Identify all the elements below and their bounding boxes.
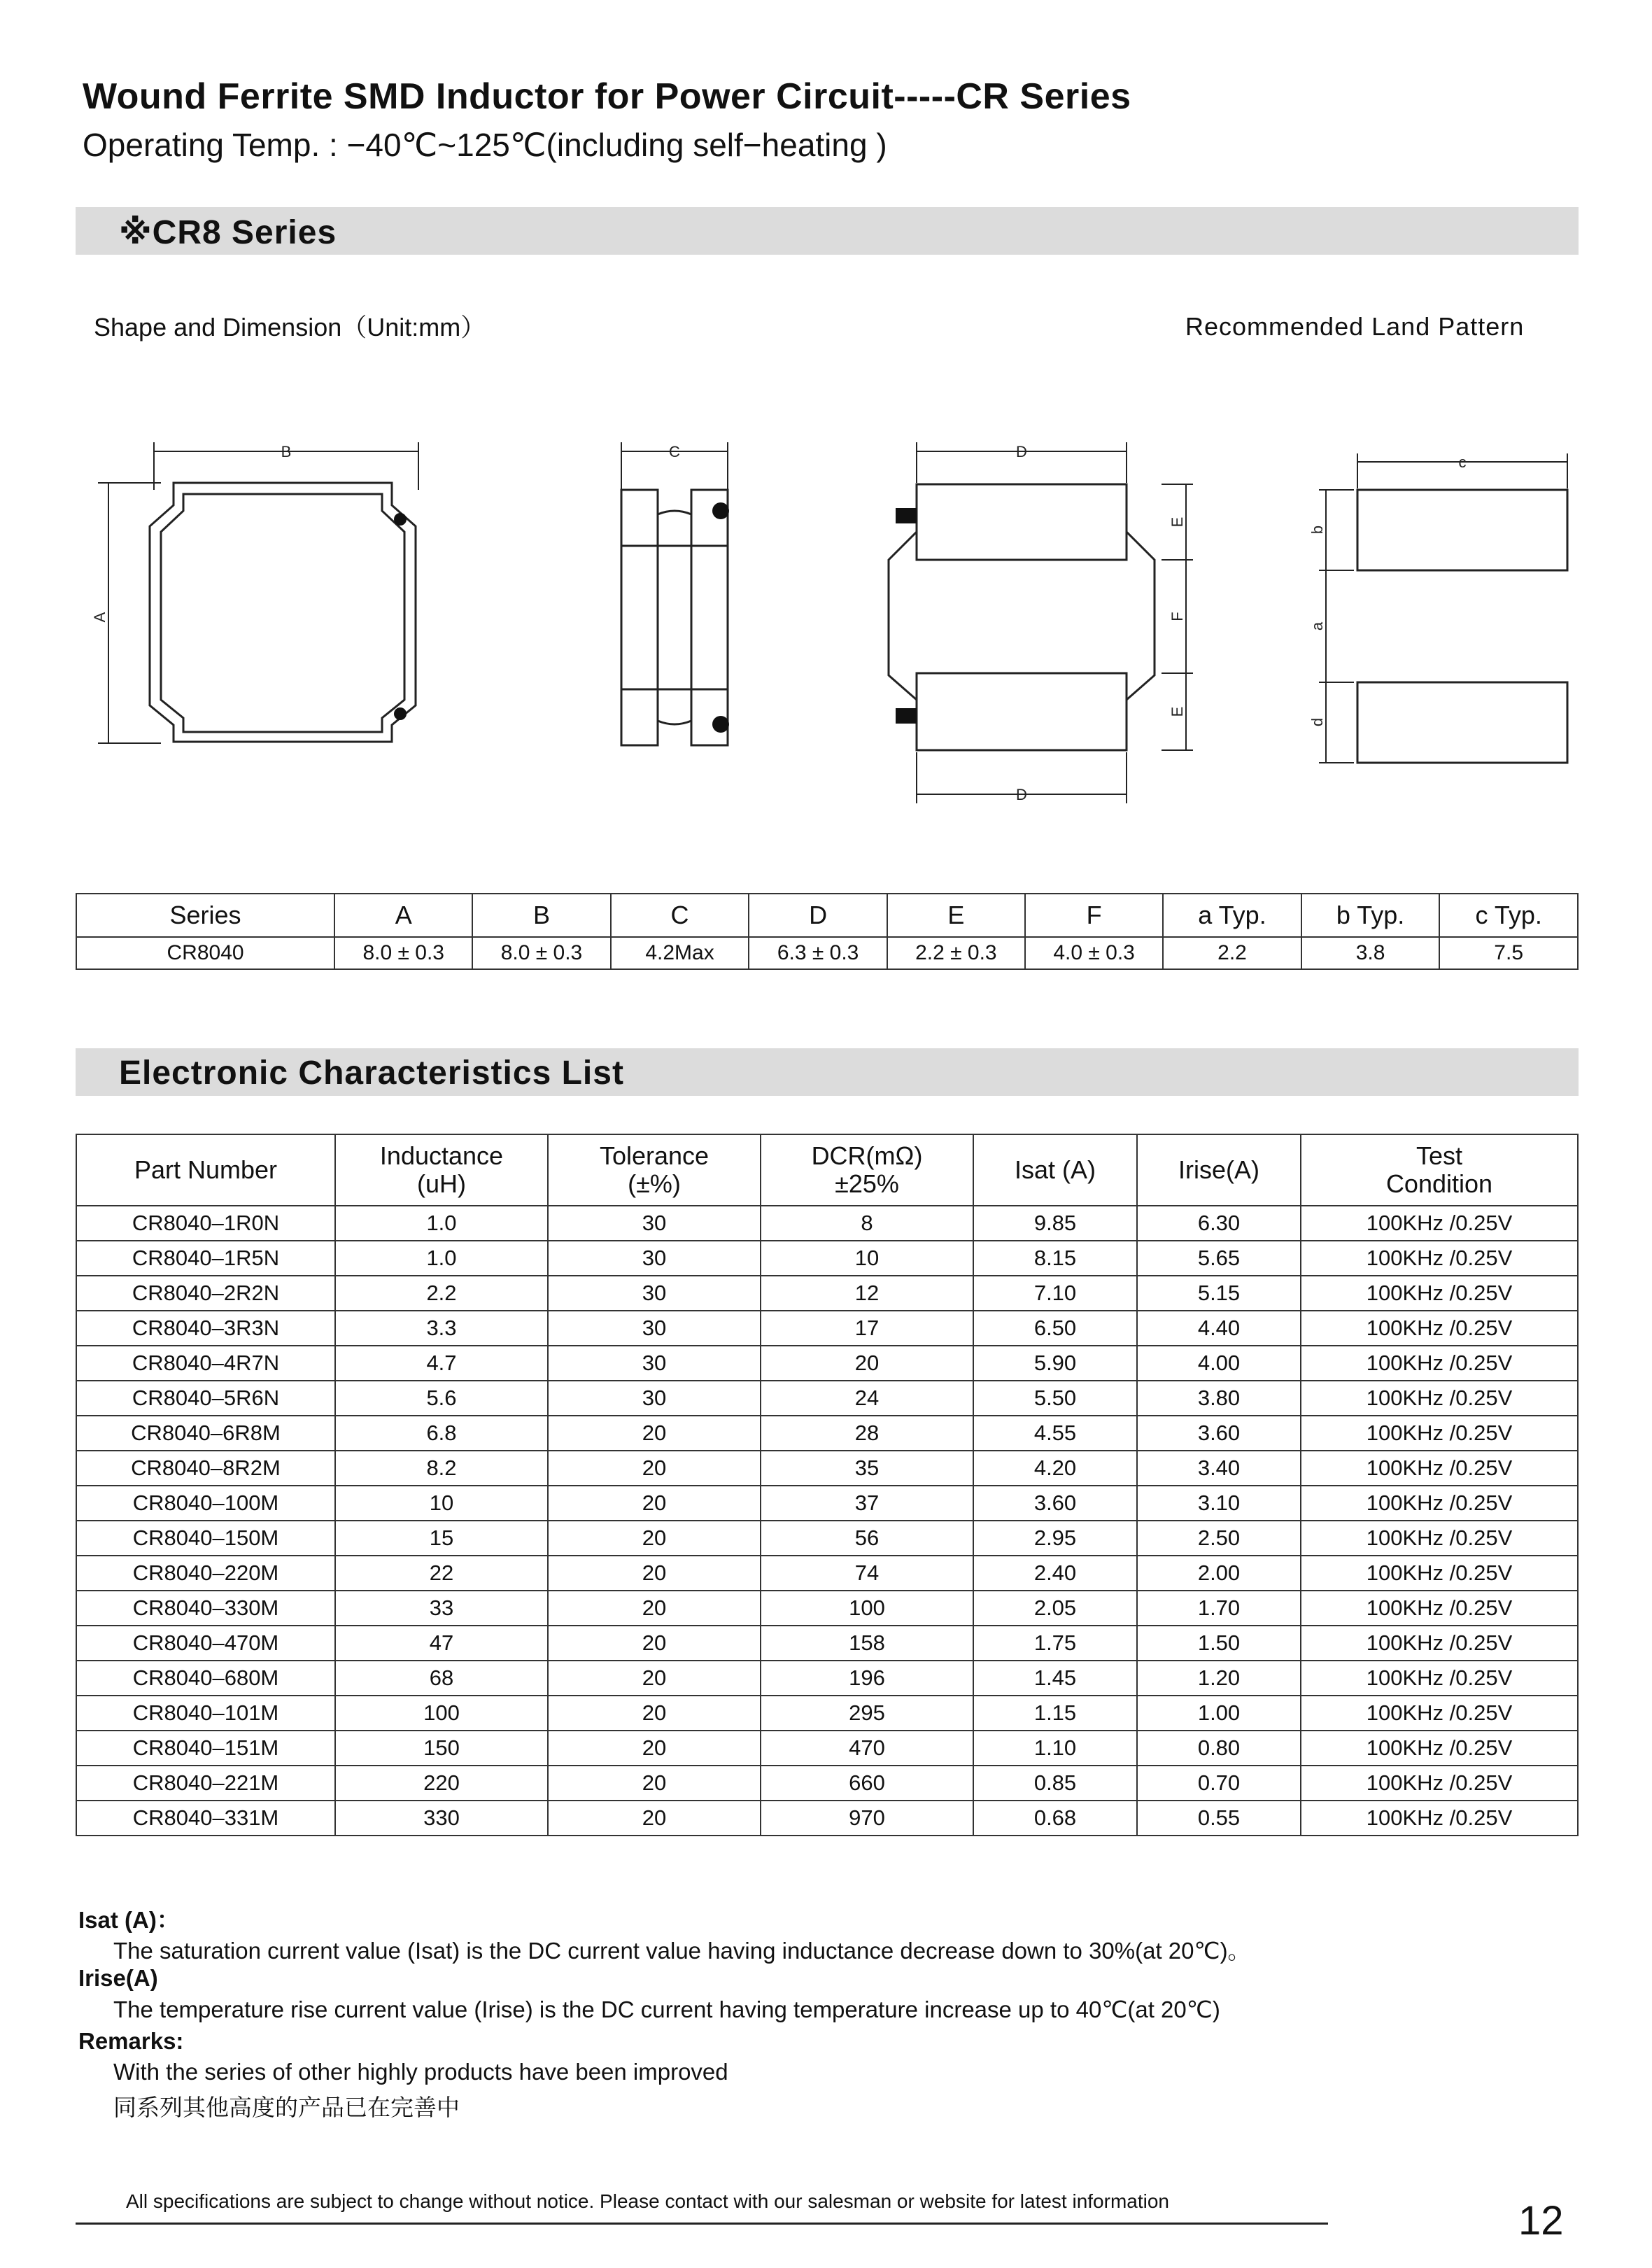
- dim-letter-e-top: E: [1169, 516, 1186, 528]
- table-cell: 100KHz /0.25V: [1301, 1661, 1578, 1696]
- table-cell: 1.75: [973, 1626, 1137, 1661]
- table-cell: 1.45: [973, 1661, 1137, 1696]
- table-cell: 1.15: [973, 1696, 1137, 1731]
- header-text: Inductance: [379, 1141, 504, 1170]
- dim-cell: 2.2: [1163, 937, 1301, 969]
- table-cell: 100KHz /0.25V: [1301, 1416, 1578, 1451]
- table-cell: 9.85: [973, 1206, 1137, 1241]
- header-text: (uH): [417, 1169, 466, 1198]
- table-cell: CR8040–6R8M: [76, 1416, 335, 1451]
- shape-dimension-label: Shape and Dimension（Unit:mm）: [94, 313, 486, 341]
- ec-table-body: [76, 1206, 1578, 1836]
- table-cell: 5.15: [1137, 1276, 1301, 1311]
- header-text: Isat (A): [1014, 1155, 1096, 1184]
- table-cell: 4.7: [335, 1346, 548, 1381]
- dim-letter-land-d: d: [1308, 717, 1326, 727]
- table-cell: 6.30: [1137, 1206, 1301, 1241]
- table-cell: 100KHz /0.25V: [1301, 1591, 1578, 1626]
- table-cell: 56: [761, 1521, 973, 1556]
- table-cell: 20: [548, 1556, 761, 1591]
- table-cell: 2.2: [335, 1276, 548, 1311]
- ec-header-inductance: [335, 1134, 548, 1206]
- table-cell: 2.40: [973, 1556, 1137, 1591]
- table-cell: 100KHz /0.25V: [1301, 1381, 1578, 1416]
- table-cell: 20: [548, 1486, 761, 1521]
- table-cell: CR8040–470M: [76, 1626, 335, 1661]
- table-cell: 22: [335, 1556, 548, 1591]
- table-cell: 2.95: [973, 1521, 1137, 1556]
- table-cell: 100KHz /0.25V: [1301, 1451, 1578, 1486]
- table-cell: CR8040–151M: [76, 1731, 335, 1766]
- table-row: [76, 1696, 1578, 1731]
- table-cell: 1.0: [335, 1241, 548, 1276]
- table-cell: 0.85: [973, 1766, 1137, 1801]
- land-pattern-label: Recommended Land Pattern: [1185, 312, 1525, 341]
- table-cell: 30: [548, 1381, 761, 1416]
- table-row: [76, 1556, 1578, 1591]
- table-cell: 4.55: [973, 1416, 1137, 1451]
- table-cell: 4.00: [1137, 1346, 1301, 1381]
- table-cell: 100KHz /0.25V: [1301, 1346, 1578, 1381]
- dim-cell: 8.0 ± 0.3: [334, 937, 472, 969]
- electronic-characteristics-table: [76, 1134, 1579, 1836]
- table-cell: 20: [548, 1416, 761, 1451]
- dim-cell: 8.0 ± 0.3: [472, 937, 610, 969]
- table-cell: CR8040–100M: [76, 1486, 335, 1521]
- table-cell: 30: [548, 1276, 761, 1311]
- table-cell: 12: [761, 1276, 973, 1311]
- dim-letter-b: B: [281, 443, 292, 460]
- table-row: [76, 1346, 1578, 1381]
- remarks-label-wrap: [78, 2028, 183, 2055]
- ec-header-dcr: [761, 1134, 973, 1206]
- dim-header: B: [472, 894, 610, 937]
- isat-note-text: The saturation current value (Isat) is the DC current value having inductance decrease down to 30%(at 20℃)。: [113, 1938, 1251, 1964]
- table-cell: CR8040–221M: [76, 1766, 335, 1801]
- table-cell: 970: [761, 1801, 973, 1836]
- footer-disclaimer: All specifications are subject to change without notice. Please contact with our salesman or website for latest information: [126, 2190, 1169, 2212]
- table-cell: CR8040–8R2M: [76, 1451, 335, 1486]
- irise-note-text: The temperature rise current value (Irise) is the DC current having temperature increase up to 40℃(at 20℃): [113, 1996, 1220, 2022]
- dim-header: F: [1025, 894, 1163, 937]
- ec-section-title: Electronic Characteristics List: [119, 1055, 624, 1092]
- remarks-label: Remarks:: [78, 2028, 184, 2054]
- table-cell: 100: [761, 1591, 973, 1626]
- table-cell: 158: [761, 1626, 973, 1661]
- table-cell: 1.50: [1137, 1626, 1301, 1661]
- table-cell: 0.80: [1137, 1731, 1301, 1766]
- table-row: [76, 1766, 1578, 1801]
- dim-letter-c: C: [669, 443, 680, 460]
- table-cell: 20: [761, 1346, 973, 1381]
- table-cell: 0.55: [1137, 1801, 1301, 1836]
- dim-cell: 3.8: [1301, 937, 1440, 969]
- table-cell: 100KHz /0.25V: [1301, 1241, 1578, 1276]
- isat-note-label: [78, 1902, 180, 1935]
- table-cell: 15: [335, 1521, 548, 1556]
- remarks-text: With the series of other highly products have been improved: [113, 2059, 728, 2085]
- table-cell: 30: [548, 1206, 761, 1241]
- table-cell: 660: [761, 1766, 973, 1801]
- header-text: (±%): [628, 1169, 681, 1198]
- dim-header: c Typ.: [1439, 894, 1578, 937]
- table-cell: 1.20: [1137, 1661, 1301, 1696]
- table-cell: 1.10: [973, 1731, 1137, 1766]
- table-cell: 30: [548, 1311, 761, 1346]
- table-row: [76, 1206, 1578, 1241]
- side-view-outline: [621, 490, 728, 745]
- dim-letter-d-bottom: D: [1016, 786, 1027, 803]
- table-row: [76, 1276, 1578, 1311]
- dim-letter-f: F: [1169, 612, 1186, 621]
- table-cell: CR8040–4R7N: [76, 1346, 335, 1381]
- table-cell: CR8040–1R5N: [76, 1241, 335, 1276]
- table-row: [76, 1731, 1578, 1766]
- table-cell: 5.6: [335, 1381, 548, 1416]
- table-cell: 20: [548, 1521, 761, 1556]
- table-cell: 8.15: [973, 1241, 1137, 1276]
- land-pattern-outline: [1357, 490, 1567, 763]
- header-text: Part Number: [134, 1155, 278, 1184]
- table-cell: 30: [548, 1346, 761, 1381]
- table-cell: 33: [335, 1591, 548, 1626]
- table-cell: 3.10: [1137, 1486, 1301, 1521]
- ec-header-irise: [1137, 1134, 1301, 1206]
- ec-header-test-condition: [1301, 1134, 1578, 1206]
- table-cell: 100KHz /0.25V: [1301, 1556, 1578, 1591]
- table-cell: 28: [761, 1416, 973, 1451]
- table-cell: 20: [548, 1766, 761, 1801]
- table-cell: 470: [761, 1731, 973, 1766]
- table-cell: 1.0: [335, 1206, 548, 1241]
- header-text: Condition: [1385, 1169, 1493, 1198]
- table-cell: 1.70: [1137, 1591, 1301, 1626]
- table-cell: 7.10: [973, 1276, 1137, 1311]
- table-cell: 6.50: [973, 1311, 1137, 1346]
- table-cell: 100KHz /0.25V: [1301, 1206, 1578, 1241]
- dimension-table-header: [76, 894, 1578, 937]
- table-cell: 68: [335, 1661, 548, 1696]
- table-cell: 220: [335, 1766, 548, 1801]
- series-title: ※CR8 Series: [119, 214, 337, 251]
- dim-cell: 2.2 ± 0.3: [887, 937, 1025, 969]
- dim-letter-land-a: a: [1308, 621, 1326, 631]
- table-cell: 100KHz /0.25V: [1301, 1801, 1578, 1836]
- dim-header: Series: [76, 894, 334, 937]
- header-text: Test: [1416, 1141, 1463, 1170]
- table-cell: 20: [548, 1626, 761, 1661]
- table-cell: 20: [548, 1661, 761, 1696]
- table-cell: 6.8: [335, 1416, 548, 1451]
- table-cell: 2.50: [1137, 1521, 1301, 1556]
- table-cell: 100KHz /0.25V: [1301, 1486, 1578, 1521]
- table-cell: 2.05: [973, 1591, 1137, 1626]
- table-cell: 35: [761, 1451, 973, 1486]
- table-cell: 30: [548, 1241, 761, 1276]
- dimension-drawing: [0, 420, 1652, 812]
- table-cell: 20: [548, 1451, 761, 1486]
- table-cell: 3.60: [1137, 1416, 1301, 1451]
- dim-header: D: [749, 894, 887, 937]
- table-cell: 0.70: [1137, 1766, 1301, 1801]
- dim-header: a Typ.: [1163, 894, 1301, 937]
- dim-header: C: [611, 894, 749, 937]
- table-cell: 3.3: [335, 1311, 548, 1346]
- table-cell: CR8040–150M: [76, 1521, 335, 1556]
- dim-cell: 4.2Max: [611, 937, 749, 969]
- remarks-chinese-text: 同系列其他高度的产品已在完善中: [113, 2094, 460, 2120]
- dim-letter-e-bottom: E: [1169, 706, 1186, 717]
- page-number: 12: [1518, 2198, 1564, 2244]
- table-cell: 74: [761, 1556, 973, 1591]
- table-cell: 100KHz /0.25V: [1301, 1766, 1578, 1801]
- irise-note-label: [78, 1965, 158, 1992]
- table-cell: 295: [761, 1696, 973, 1731]
- table-cell: CR8040–220M: [76, 1556, 335, 1591]
- table-cell: 20: [548, 1591, 761, 1626]
- isat-label: Isat (A)：: [78, 1907, 180, 1933]
- table-cell: 3.40: [1137, 1451, 1301, 1486]
- table-cell: 5.65: [1137, 1241, 1301, 1276]
- table-cell: 4.20: [973, 1451, 1137, 1486]
- table-cell: 2.00: [1137, 1556, 1301, 1591]
- table-row: [76, 1521, 1578, 1556]
- dimension-table-row: [76, 937, 1578, 969]
- table-cell: CR8040–3R3N: [76, 1311, 335, 1346]
- table-cell: 10: [335, 1486, 548, 1521]
- table-cell: 5.50: [973, 1381, 1137, 1416]
- dim-cell: CR8040: [76, 937, 334, 969]
- table-cell: 20: [548, 1696, 761, 1731]
- dim-cell: 4.0 ± 0.3: [1025, 937, 1163, 969]
- table-cell: CR8040–1R0N: [76, 1206, 335, 1241]
- table-row: [76, 1626, 1578, 1661]
- table-cell: CR8040–2R2N: [76, 1276, 335, 1311]
- table-row: [76, 1801, 1578, 1836]
- header-text: Irise(A): [1178, 1155, 1259, 1184]
- table-cell: 100KHz /0.25V: [1301, 1311, 1578, 1346]
- dimension-table: [76, 893, 1579, 970]
- dim-letter-d-top: D: [1016, 443, 1027, 460]
- dim-header: A: [334, 894, 472, 937]
- table-cell: CR8040–680M: [76, 1661, 335, 1696]
- table-cell: 100KHz /0.25V: [1301, 1731, 1578, 1766]
- table-cell: CR8040–330M: [76, 1591, 335, 1626]
- table-row: [76, 1381, 1578, 1416]
- dim-cell: 7.5: [1439, 937, 1578, 969]
- page-title: Wound Ferrite SMD Inductor for Power Circuit-----CR Series: [83, 76, 1131, 117]
- top-view-outline: [150, 483, 416, 742]
- table-cell: 196: [761, 1661, 973, 1696]
- dim-letter-a: A: [91, 612, 108, 623]
- dim-letter-land-b: b: [1308, 525, 1326, 535]
- table-cell: 8: [761, 1206, 973, 1241]
- header-text: Tolerance: [599, 1141, 709, 1170]
- operating-temp-subtitle: Operating Temp. : −40℃~125℃(including self−heating ): [83, 127, 887, 163]
- bottom-view-outline: [889, 484, 1155, 750]
- dim-header: E: [887, 894, 1025, 937]
- table-cell: 17: [761, 1311, 973, 1346]
- irise-label: Irise(A): [78, 1965, 158, 1991]
- table-cell: 5.90: [973, 1346, 1137, 1381]
- ec-header-part-number: [76, 1134, 335, 1206]
- header-text: ±25%: [835, 1169, 899, 1198]
- table-cell: 330: [335, 1801, 548, 1836]
- table-cell: 1.00: [1137, 1696, 1301, 1731]
- table-cell: 150: [335, 1731, 548, 1766]
- table-cell: CR8040–5R6N: [76, 1381, 335, 1416]
- table-cell: 100: [335, 1696, 548, 1731]
- table-cell: 0.68: [973, 1801, 1137, 1836]
- header-text: DCR(mΩ): [811, 1141, 923, 1170]
- table-row: [76, 1591, 1578, 1626]
- ec-header-tolerance: [548, 1134, 761, 1206]
- table-cell: 10: [761, 1241, 973, 1276]
- table-row: [76, 1661, 1578, 1696]
- table-cell: CR8040–101M: [76, 1696, 335, 1731]
- table-row: [76, 1451, 1578, 1486]
- table-cell: 4.40: [1137, 1311, 1301, 1346]
- table-cell: 100KHz /0.25V: [1301, 1521, 1578, 1556]
- table-cell: 3.60: [973, 1486, 1137, 1521]
- table-cell: 24: [761, 1381, 973, 1416]
- table-row: [76, 1416, 1578, 1451]
- table-cell: 100KHz /0.25V: [1301, 1276, 1578, 1311]
- ec-header-isat: [973, 1134, 1137, 1206]
- table-cell: 3.80: [1137, 1381, 1301, 1416]
- footer-rule: [76, 2223, 1328, 2225]
- dim-cell: 6.3 ± 0.3: [749, 937, 887, 969]
- table-cell: 100KHz /0.25V: [1301, 1696, 1578, 1731]
- table-row: [76, 1311, 1578, 1346]
- table-cell: 100KHz /0.25V: [1301, 1626, 1578, 1661]
- table-cell: CR8040–331M: [76, 1801, 335, 1836]
- table-cell: 47: [335, 1626, 548, 1661]
- table-cell: 37: [761, 1486, 973, 1521]
- table-cell: 20: [548, 1801, 761, 1836]
- table-row: [76, 1241, 1578, 1276]
- dim-header: b Typ.: [1301, 894, 1440, 937]
- table-cell: 20: [548, 1731, 761, 1766]
- dim-letter-land-c: c: [1458, 453, 1467, 471]
- ec-table-header: [76, 1134, 1578, 1206]
- table-row: [76, 1486, 1578, 1521]
- table-cell: 8.2: [335, 1451, 548, 1486]
